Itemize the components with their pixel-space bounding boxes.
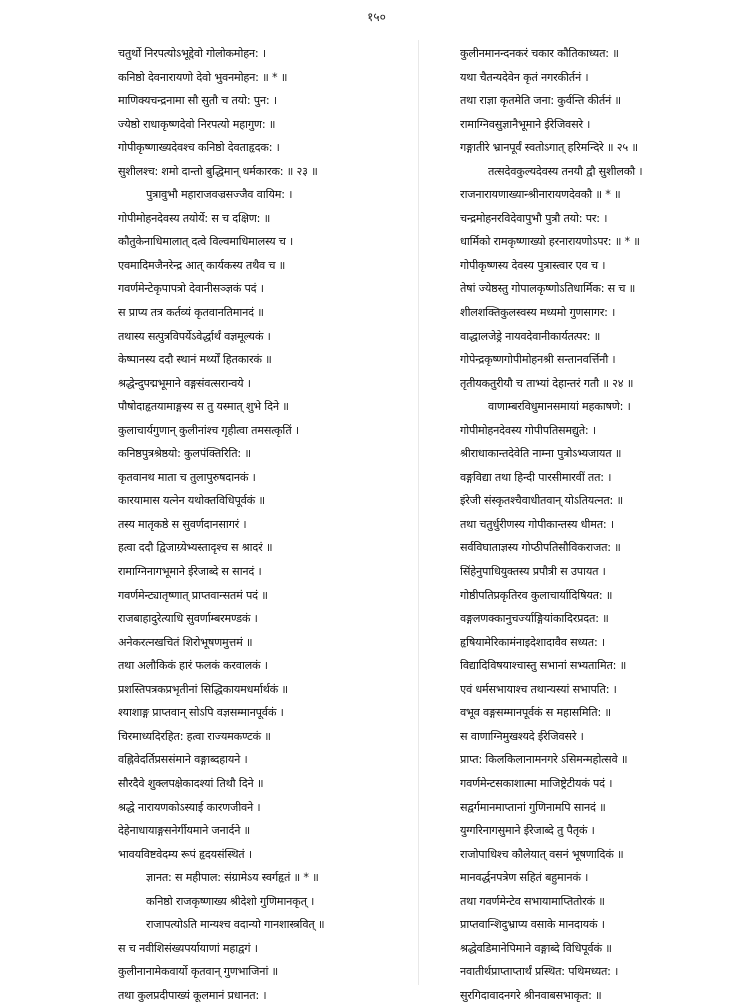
verse-line: ज्येष्ठो राधाकृष्णदेवो निरपत्यो महागुण: ॥ <box>118 117 276 131</box>
verse-line: श्रद्धेन्दुपद्मभूमाने वङ्गसंवत्सरान्वये । <box>118 376 251 390</box>
verse-line: कनिष्ठो देवनारायणो देवो भुवनमोहन: ॥ * ॥ <box>118 70 288 84</box>
verse-line: कारयामास यत्नेन यथोक्तविधिपूर्वकं ॥ <box>118 494 265 508</box>
left-verse-column <box>118 42 383 1007</box>
verse-line: देहेनाधायाङ्गसनेर्गीयमाने जनार्दने ॥ <box>118 824 251 838</box>
page-number: १५० <box>367 10 386 24</box>
verse-line: माणिक्यचन्द्रनामा सौ सुतौ च तयो: पुन: । <box>118 94 277 108</box>
verse-line: गवर्णमेन्टेकृपापत्रो देवानीसञ्ज्ञकं पदं । <box>118 282 264 296</box>
verse-line: वाणाम्बरविधुमानसमायां महकाषणे: । <box>488 400 631 414</box>
verse-line: तथास्य सत्पुत्रविपर्येऽवेर्द्धार्थं वज्ञमूल्यकं । <box>118 329 271 343</box>
verse-line: शीलशक्तिकुलस्वस्य मध्यमो गुणसागर: । <box>460 306 616 320</box>
verse-line: राजबाहादुरेत्याधि सुवर्णाम्बरमण्डकं । <box>118 612 258 626</box>
verse-line: राजोपाधिश्च कौलेयात् वसनं भूषणादिकं ॥ <box>460 847 624 861</box>
verse-line: राजनारायणाख्यान्श्रीनारायणदेवकौ ॥ * ॥ <box>460 188 621 202</box>
verse-line: कुलाचार्यगुणान् कुलीनांश्च गृहीत्वा तमसत्कृतिं । <box>118 423 299 437</box>
verse-line: गोष्ठीपतिप्रकृतिरव कुलाचार्यादिषियत: ॥ <box>460 588 613 602</box>
verse-line: कुलीनमानन्दनकरं चकार कौतिकाध्यत: ॥ <box>460 47 619 60</box>
verse-line: वङ्गविद्या तथा हिन्दी पारसीमारवीं तत: । <box>460 470 612 484</box>
verse-line: तथा अलौकिकं हारं फलकं करवालकं । <box>118 659 268 673</box>
verse-line: स च नवीशिसंख्यपर्यायाणां महाद्वगं । <box>118 941 258 955</box>
verse-line: वाद्धालजेड्रे नायवदेवानीकार्यतत्पर: ॥ <box>460 329 601 343</box>
verse-line: हत्वा ददौ द्विजाग्र्येभ्यस्तादृश्च स श्रादरं ॥ <box>118 541 273 555</box>
verse-line: विद्यादिविषयाश्चास्तु सभानां सभ्यतामित: ॥ <box>460 659 627 673</box>
verse-line: नवातीर्थप्राप्ताप्तार्थं प्रस्थित: पथिमध्यत: । <box>460 965 619 979</box>
verse-line: तृतीयकतुरीयौ च ताभ्यां देहान्तरं गतौ ॥ २४ ॥ <box>460 376 634 390</box>
verse-line: तत्सदेवकुल्यदेवस्य तनयौ द्वौ सुशीलकौ । <box>488 164 643 178</box>
verse-line: तथा कुलप्रदीपाख्यं कूलमानं प्रधानत: । <box>118 988 267 1002</box>
verse-line: सिंहेनुपाधियुक्तस्य प्रपौत्री स उपायत । <box>460 565 606 579</box>
verse-line: गङ्गातीरे भ्रानपूर्वं स्वतोऽगात् हरिमन्दिरे ॥ २५ ॥ <box>460 141 638 155</box>
right-verse-column <box>460 42 730 1007</box>
verse-line: पौषोदाहृतयामाङ्गस्य स तु यस्मात् शुभे दिने ॥ <box>118 400 289 414</box>
verse-line: सुशीलश्च: शमो दान्तो बुद्धिमान् धर्मकारक: ॥ २३ ॥ <box>118 164 318 178</box>
verse-line: श्रद्धेवडिमानेपिमाने वङ्गाब्दे विधिपूर्वकं ॥ <box>460 941 612 955</box>
verse-line: कनिष्ठपुत्रश्रेष्ठयो: कुलपंक्तिरिति: ॥ <box>118 447 251 461</box>
column-divider <box>418 40 419 985</box>
verse-line: श्याशाङ्ग प्राप्तवान् सोऽपि वज्ञसम्मानपूर्वकं । <box>118 706 284 720</box>
verse-line: चन्द्रमोहनरविदेवापुभौ पुत्रौ तयो: पर: । <box>460 211 608 225</box>
verse-line: गोपीमोहनदेवस्य तयोर्ये: स च दक्षिण: ॥ <box>118 211 271 225</box>
verse-line: तथा चतुर्धुरीणस्य गोपीकान्तस्य धीमत: । <box>460 517 614 531</box>
verse-line: चतुर्थो निरपत्योऽभूद्देवो गोलोकमोहन: । <box>118 47 266 60</box>
verse-line: कुलीनानामेकवार्यो कृतवान् गुणभाजिनां ॥ <box>118 965 278 979</box>
verse-line: सौरदैवे शुक्लपक्षेकादश्यां तिथौ दिने ॥ <box>118 776 264 790</box>
verse-line: प्राप्तवान्शिदुभ्राप्य वसाके मानदायकं । <box>460 918 605 932</box>
verse-line: हृषियामेरिकामंनाइदेशादावैव सध्यत: । <box>460 635 605 649</box>
verse-line: कृतवानथ माता च तुलापुरुषदानकं । <box>118 470 256 484</box>
verse-line: अनेकरत्नखचितं शिरोभूषणमुत्तमं ॥ <box>118 635 253 649</box>
verse-line: राजापत्योऽति मान्यश्च वदान्यो गानशास्त्रवित् ॥ <box>146 918 325 932</box>
verse-line: गोपीकृष्णाख्यदेवश्च कनिष्ठो देवताहृदक: । <box>118 141 280 155</box>
verse-line: भावयविष्टवेदम्य रूपं हृदयसंस्थितं । <box>118 847 252 861</box>
verse-line: प्राप्त: किलकिलानामनगरे ऽसिमन्महोत्सवे ॥ <box>460 753 628 767</box>
verse-line: वभूव वङ्गसम्मानपूर्वकं स महासमिति: ॥ <box>460 706 611 720</box>
verse-line: कौतुकेनाधिमालात् दत्वे विल्वमाधिमालस्य च । <box>118 235 294 249</box>
verse-line: ज्ञानत: स महीपाल: संग्रामेऽय स्वर्गहृतं ॥ * ॥ <box>146 871 319 885</box>
verse-line: एवमादिमजैनरेन्द्र आत् कार्यकस्य तथैव च ॥ <box>118 258 286 272</box>
verse-line: सर्वविघाताज्ञस्य गोप्ठीपतिसौविकराजत: ॥ <box>460 541 621 555</box>
verse-line: एवं धर्मसभायाश्च तथान्यस्यां सभापति: । <box>460 682 617 696</box>
verse-line: पुत्रावुभौ महाराजवज्रसज्जैव वायिम: । <box>146 188 293 202</box>
verse-line: यथा चैतन्यदेवेन कृतं नगरकीर्तनं । <box>460 70 589 84</box>
verse-line: गोपेन्द्रकृष्णगोपीमोहनश्री सन्तानवर्त्तिनौ । <box>460 353 616 367</box>
verse-line: गवर्णमेन्टसकाशात्मा माजिष्ट्रेटीयकं पदं । <box>460 776 613 790</box>
verse-line: धार्मिको रामकृष्णाख्यो हरनारायणोऽपर: ॥ * ॥ <box>460 235 640 249</box>
verse-line: वङ्गलणक्कानुचर्ज्याङ्गियांकादिरप्रदत: ॥ <box>460 612 609 626</box>
verse-line: मानवर्द्धनपत्रेण सहितं बहुमानकं । <box>460 871 589 885</box>
verse-line: गोपीकृष्णस्य देवस्य पुत्रास्त्वार एव च । <box>460 258 606 272</box>
verse-line: कनिष्ठो राजकृष्णाख्य श्रीदेशो गुणिमानकृत् । <box>146 894 315 908</box>
verse-line: वह्निवेदर्तिप्रससंमाने वङ्गाब्दहायने । <box>118 753 248 767</box>
verse-line: युग्गरिनागसुमाने ईरेजाब्दे तु पैतृकं । <box>460 824 595 838</box>
verse-line: केष्पानस्य ददौ स्थानं मर्थ्यों हितकारकं ॥ <box>118 353 272 367</box>
verse-line: तेषां ज्येष्ठस्तु गोपालकृष्णोऽतिधार्मिक: स च ॥ <box>460 282 636 296</box>
verse-line: तथा राज्ञा कृतमेति जना: कुर्वन्ति कीर्तनं ॥ <box>460 94 621 108</box>
verse-line: प्रशस्तिपत्रकप्रभृतीनां सिद्धिकायमधर्मार्थकं ॥ <box>118 682 288 696</box>
verse-line: स वाणाग्निमुखश्यदे ईरेजिवसरे । <box>460 729 584 743</box>
verse-line: इंरेजी संस्कृतश्चैवाधीतवान् योऽतियत्नत: ॥ <box>460 494 623 508</box>
verse-line: चिरमाध्यदिरहित: हत्वा राज्यमकण्टकं ॥ <box>118 729 271 743</box>
verse-line: गोपीमोहनदेवस्य गोपीपतिसमद्युते: । <box>460 423 596 437</box>
verse-line: श्रीराधाकान्तदेवेति नाम्ना पुत्रोऽभ्यजायत ॥ <box>460 447 622 461</box>
verse-line: रामाग्निनागभूमाने ईरेजाब्दे स सानदं । <box>118 565 262 579</box>
verse-line: रामाग्निवसुज्ञानैभूमाने ईरेजिवसरे । <box>460 117 591 131</box>
verse-line: सद्वर्गमानमाप्तानां गुणिनामपि सानदं ॥ <box>460 800 606 814</box>
verse-line: स प्राप्य तत्र कर्तव्यं कृतवानतिमानदं ॥ <box>118 306 264 320</box>
verse-line: तस्य मातृकष्ठे स सुवर्णदानसागरं । <box>118 517 247 531</box>
verse-line: तथा गवर्णमेन्टेव सभायामाप्तितोरकं ॥ <box>460 894 605 908</box>
verse-line: श्रद्धे नारायणकोऽस्याई कारणजीवने । <box>118 800 261 814</box>
verse-line: सुरगिदावादनगरे श्रीनवाबसभाकृत: ॥ <box>460 988 602 1002</box>
verse-line: गवर्णमेन्ट्यातृष्णात् प्राप्तवान्सतमं पदं ॥ <box>118 588 268 602</box>
